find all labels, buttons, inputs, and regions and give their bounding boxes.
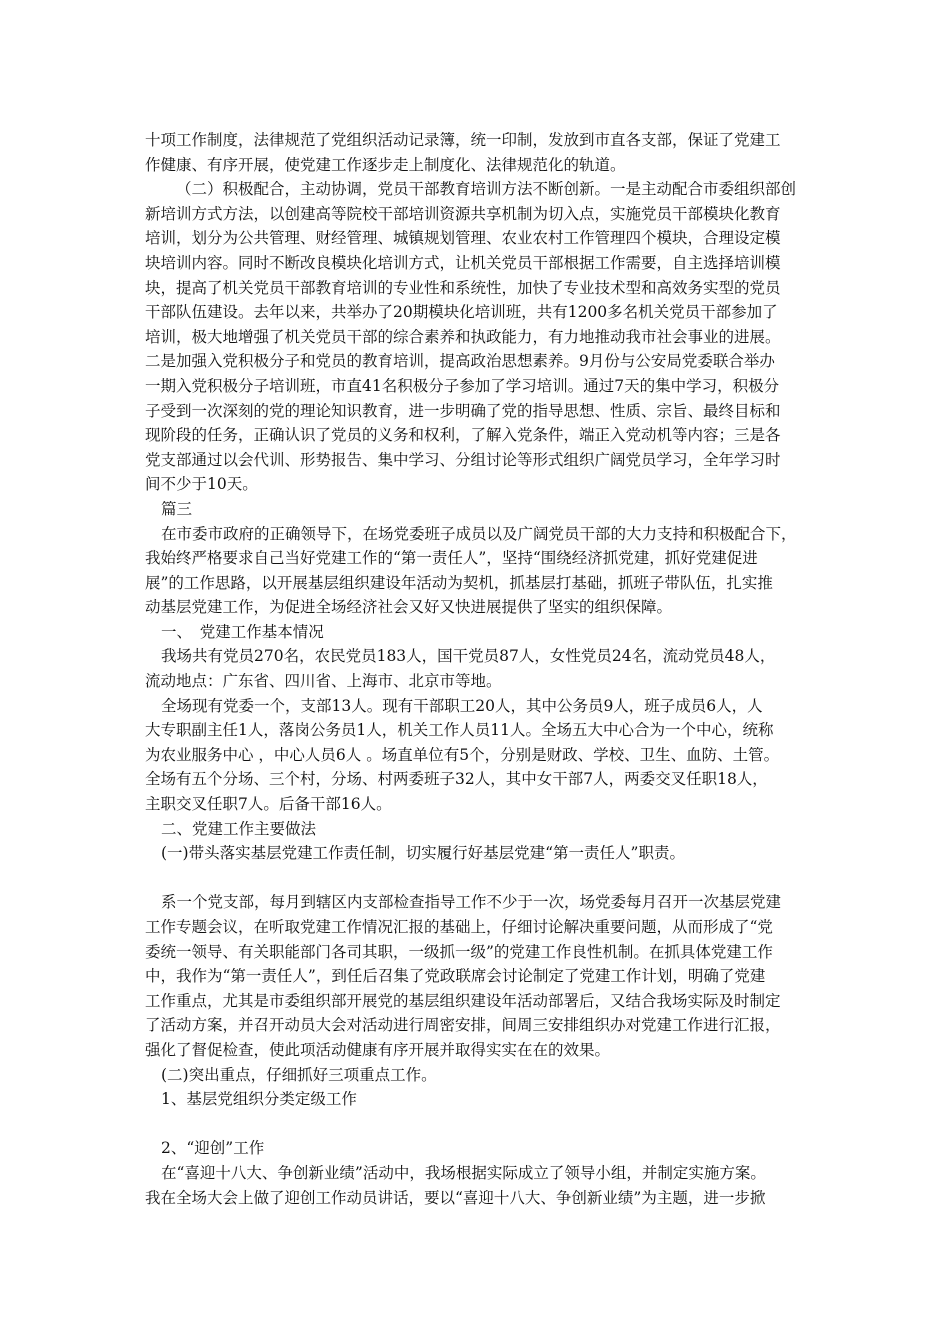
text-line: 委统一领导、有关职能部门各司其职，一级抓一级”的党建工作良性机制。在抓具体党建工作	[145, 942, 773, 961]
text-line: 在“喜迎十八大、争创新业绩”活动中，我场根据实际成立了领导小组，并制定实施方案。	[161, 1163, 766, 1182]
text-line: 工作专题会议，在听取党建工作情况汇报的基础上，仔细讨论解决重要问题，从而形成了“党	[145, 918, 773, 936]
text-line: 间不少于10天。	[145, 475, 258, 494]
text-line: 培训，划分为公共管理、财经管理、城镇规划管理、农业农村工作管理四个模块，合理设定模	[145, 229, 781, 248]
text-line: 强化了督促检查，使此项活动健康有序开展并取得实实在在的效果。	[145, 1040, 611, 1059]
item-heading: 1、基层党组织分类定级工作	[161, 1090, 357, 1109]
blank-line	[145, 1112, 810, 1137]
text-line: 我始终严格要求自己当好党建工作的“第一责任人”，坚持“围绕经济抓党建，抓好党建促进	[145, 549, 758, 568]
text-line: 全场有五个分场、三个村，分场、村两委班子32人，其中女干部7人，两委交叉任职18人，	[145, 770, 768, 789]
text-line: 二是加强入党积极分子和党员的教育培训，提高政治思想素养。9月份与公安局党委联合举办	[145, 352, 775, 371]
text-line: 了活动方案，并召开动员大会对活动进行周密安排，间周三安排组织办对党建工作进行汇报，	[145, 1016, 781, 1035]
text-line: 主职交叉任职7人。后备干部16人。	[145, 795, 392, 814]
text-line: 中，我作为“第一责任人”，到任后召集了党政联席会讨论制定了党建工作计划，明确了党建	[145, 967, 766, 986]
text-line: 现阶段的任务，正确认识了党员的义务和权利，了解入党条件，端正入党动机等内容；三是各	[145, 426, 781, 445]
text-line: 展”的工作思路，以开展基层组织建设年活动为契机，抓基层打基础，抓班子带队伍，扎实推	[145, 573, 773, 592]
text-line: 作健康、有序开展，使党建工作逐步走上制度化、法律规范化的轨道。	[145, 155, 626, 174]
text-line: 子受到一次深刻的党的理论知识教育，进一步明确了党的指导思想、性质、宗旨、最终目标和	[145, 401, 781, 420]
text-line: 新培训方式方法，以创建高等院校干部培训资源共享机制为切入点，实施党员干部模块化教育	[145, 204, 781, 223]
subsection-heading: (一)带头落实基层党建工作责任制，切实履行好基层党建“第一责任人”职责。	[161, 844, 685, 863]
text-line: 在市委市政府的正确领导下，在场党委班子成员以及广阔党员干部的大力支持和积极配合下，	[161, 524, 797, 543]
text-line: 流动地点：广东省、四川省、上海市、北京市等地。	[145, 672, 502, 691]
blank-line	[145, 866, 810, 891]
text-line: 我在全场大会上做了迎创工作动员讲话，要以“喜迎十八大、争创新业绩”为主题，进一步掀	[145, 1188, 766, 1207]
section-heading: （二）积极配合，主动协调，党员干部教育培训方法不断创新。一是主动配合市委组织部创	[176, 180, 797, 199]
text-line: 党支部通过以会代训、形势报告、集中学习、分组讨论等形式组织广阔党员学习，全年学习时	[145, 450, 781, 469]
section-heading: 一、 党建工作基本情况	[161, 622, 324, 641]
text-line: 大专职副主任1人，落岗公务员1人，机关工作人员11人。全场五大中心合为一个中心，统称	[145, 721, 774, 740]
text-line: 干部队伍建设。去年以来，共举办了20期模块化培训班，共有1200多名机关党员干部参加了	[145, 303, 778, 322]
text-line: 工作重点，尤其是市委组织部开展党的基层组织建设年活动部署后，又结合我场实际及时制定	[145, 991, 781, 1010]
text-line: 一期入党积极分子培训班，市直41名积极分子参加了学习培训。通过7天的集中学习，积极分	[145, 376, 780, 395]
text-line: 系一个党支部，每月到辖区内支部检查指导工作不少于一次，场党委每月召开一次基层党建	[161, 893, 782, 912]
text-line: 全场现有党委一个，支部13人。现有干部职工20人，其中公务员9人，班子成员6人，人	[161, 696, 763, 715]
text-line: 十项工作制度，法律规范了党组织活动记录簿，统一印制，发放到市直各支部，保证了党建工	[145, 131, 781, 149]
text-line: 块培训内容。同时不断改良模块化培训方式，让机关党员干部根据工作需要，自主选择培训模	[145, 253, 781, 272]
text-line: 为农业服务中心 ，中心人员6人 。场直单位有5个，分别是财政、学校、卫生、血防、土管。	[145, 745, 780, 764]
text-line: 块，提高了机关党员干部教育培训的专业性和系统性，加快了专业技术型和高效务实型的党员	[145, 278, 781, 297]
document-body	[145, 128, 810, 1210]
text-line: 培训，极大地增强了机关党员干部的综合素养和执政能力，有力地推动我市社会事业的进展。	[145, 327, 781, 346]
chapter-heading: 篇三	[161, 499, 193, 518]
text-line: 我场共有党员270名，农民党员183人，国干党员87人，女性党员24名，流动党员48人，	[161, 647, 776, 666]
item-heading: 2、“迎创”工作	[161, 1139, 265, 1158]
subsection-heading: (二)突出重点，仔细抓好三项重点工作。	[161, 1065, 437, 1084]
section-heading: 二、党建工作主要做法	[161, 819, 317, 838]
text-line: 动基层党建工作，为促进全场经济社会又好又快进展提供了坚实的组织保障。	[145, 598, 673, 617]
